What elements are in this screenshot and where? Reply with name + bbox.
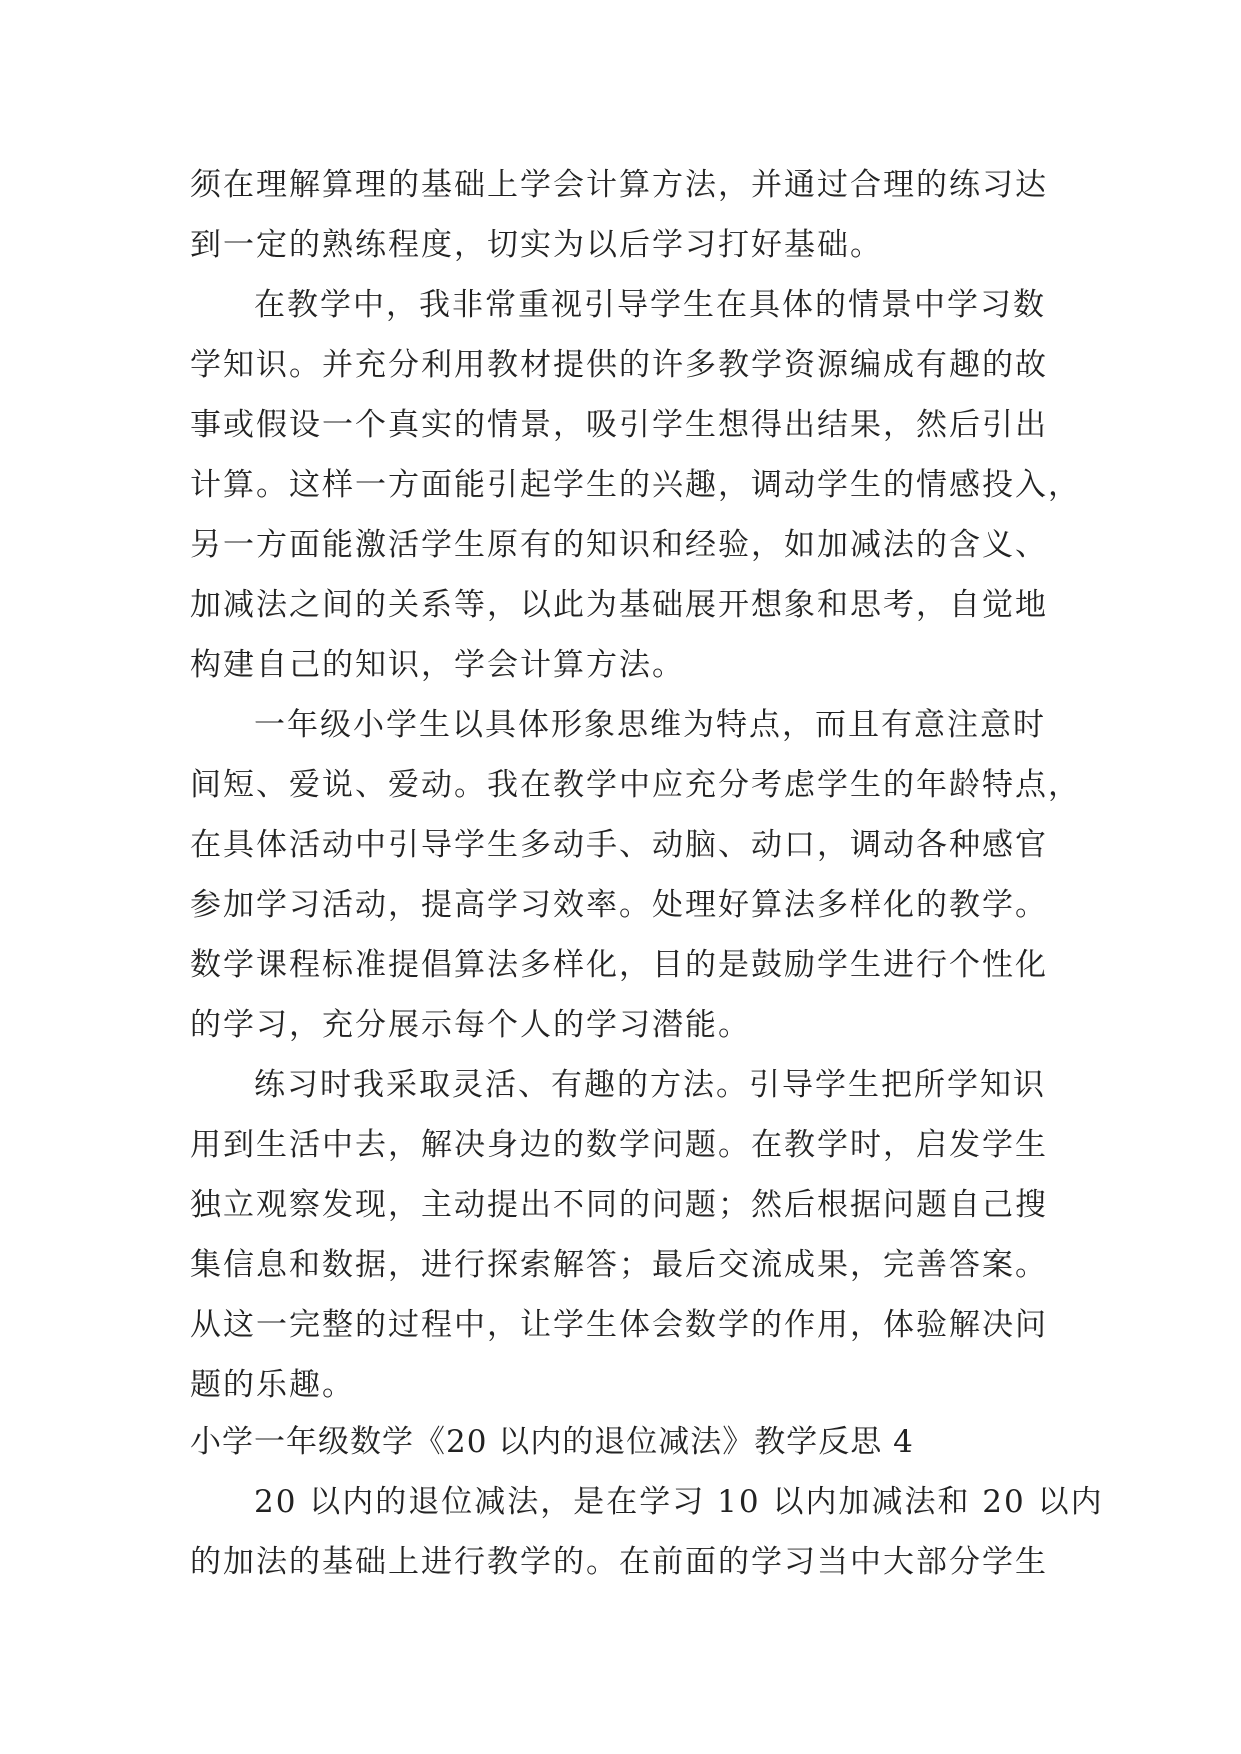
text-line: 在具体活动中引导学生多动手、动脑、动口，调动各种感官 (190, 827, 1048, 863)
text-line: 事或假设一个真实的情景，吸引学生想得出结果，然后引出 (190, 407, 1048, 443)
text-line: 数学课程标准提倡算法多样化，目的是鼓励学生进行个性化 (190, 947, 1048, 983)
text-line: 集信息和数据，进行探索解答；最后交流成果，完善答案。 (190, 1247, 1048, 1283)
paragraph-first-line: 20 以内的退位减法，是在学习 10 以内加减法和 20 以内 (254, 1484, 1104, 1520)
paragraph-first-line: 一年级小学生以具体形象思维为特点，而且有意注意时 (254, 707, 1046, 743)
text-line: 到一定的熟练程度，切实为以后学习打好基础。 (190, 227, 883, 263)
paragraph-first-line: 练习时我采取灵活、有趣的方法。引导学生把所学知识 (254, 1067, 1046, 1103)
text-line: 加减法之间的关系等，以此为基础展开想象和思考，自觉地 (190, 587, 1048, 623)
text-line: 参加学习活动，提高学习效率。处理好算法多样化的教学。 (190, 887, 1048, 923)
text-line: 独立观察发现，主动提出不同的问题；然后根据问题自己搜 (190, 1187, 1048, 1223)
text-line: 学知识。并充分利用教材提供的许多教学资源编成有趣的故 (190, 347, 1048, 383)
text-line: 须在理解算理的基础上学会计算方法，并通过合理的练习达 (190, 167, 1048, 203)
text-line: 从这一完整的过程中，让学生体会数学的作用，体验解决问 (190, 1307, 1048, 1343)
section-heading: 小学一年级数学《20 以内的退位减法》教学反思 4 (190, 1424, 914, 1460)
text-line: 题的乐趣。 (190, 1367, 355, 1403)
text-line: 另一方面能激活学生原有的知识和经验，如加减法的含义、 (190, 527, 1048, 563)
text-line: 用到生活中去，解决身边的数学问题。在教学时，启发学生 (190, 1127, 1048, 1163)
paragraph-first-line: 在教学中，我非常重视引导学生在具体的情景中学习数 (254, 287, 1046, 323)
text-line: 计算。这样一方面能引起学生的兴趣，调动学生的情感投入， (190, 467, 1081, 503)
text-line: 构建自己的知识，学会计算方法。 (190, 647, 685, 683)
text-line: 的学习，充分展示每个人的学习潜能。 (190, 1007, 751, 1043)
text-line: 间短、爱说、爱动。我在教学中应充分考虑学生的年龄特点， (190, 767, 1081, 803)
text-line: 的加法的基础上进行教学的。在前面的学习当中大部分学生 (190, 1544, 1048, 1580)
